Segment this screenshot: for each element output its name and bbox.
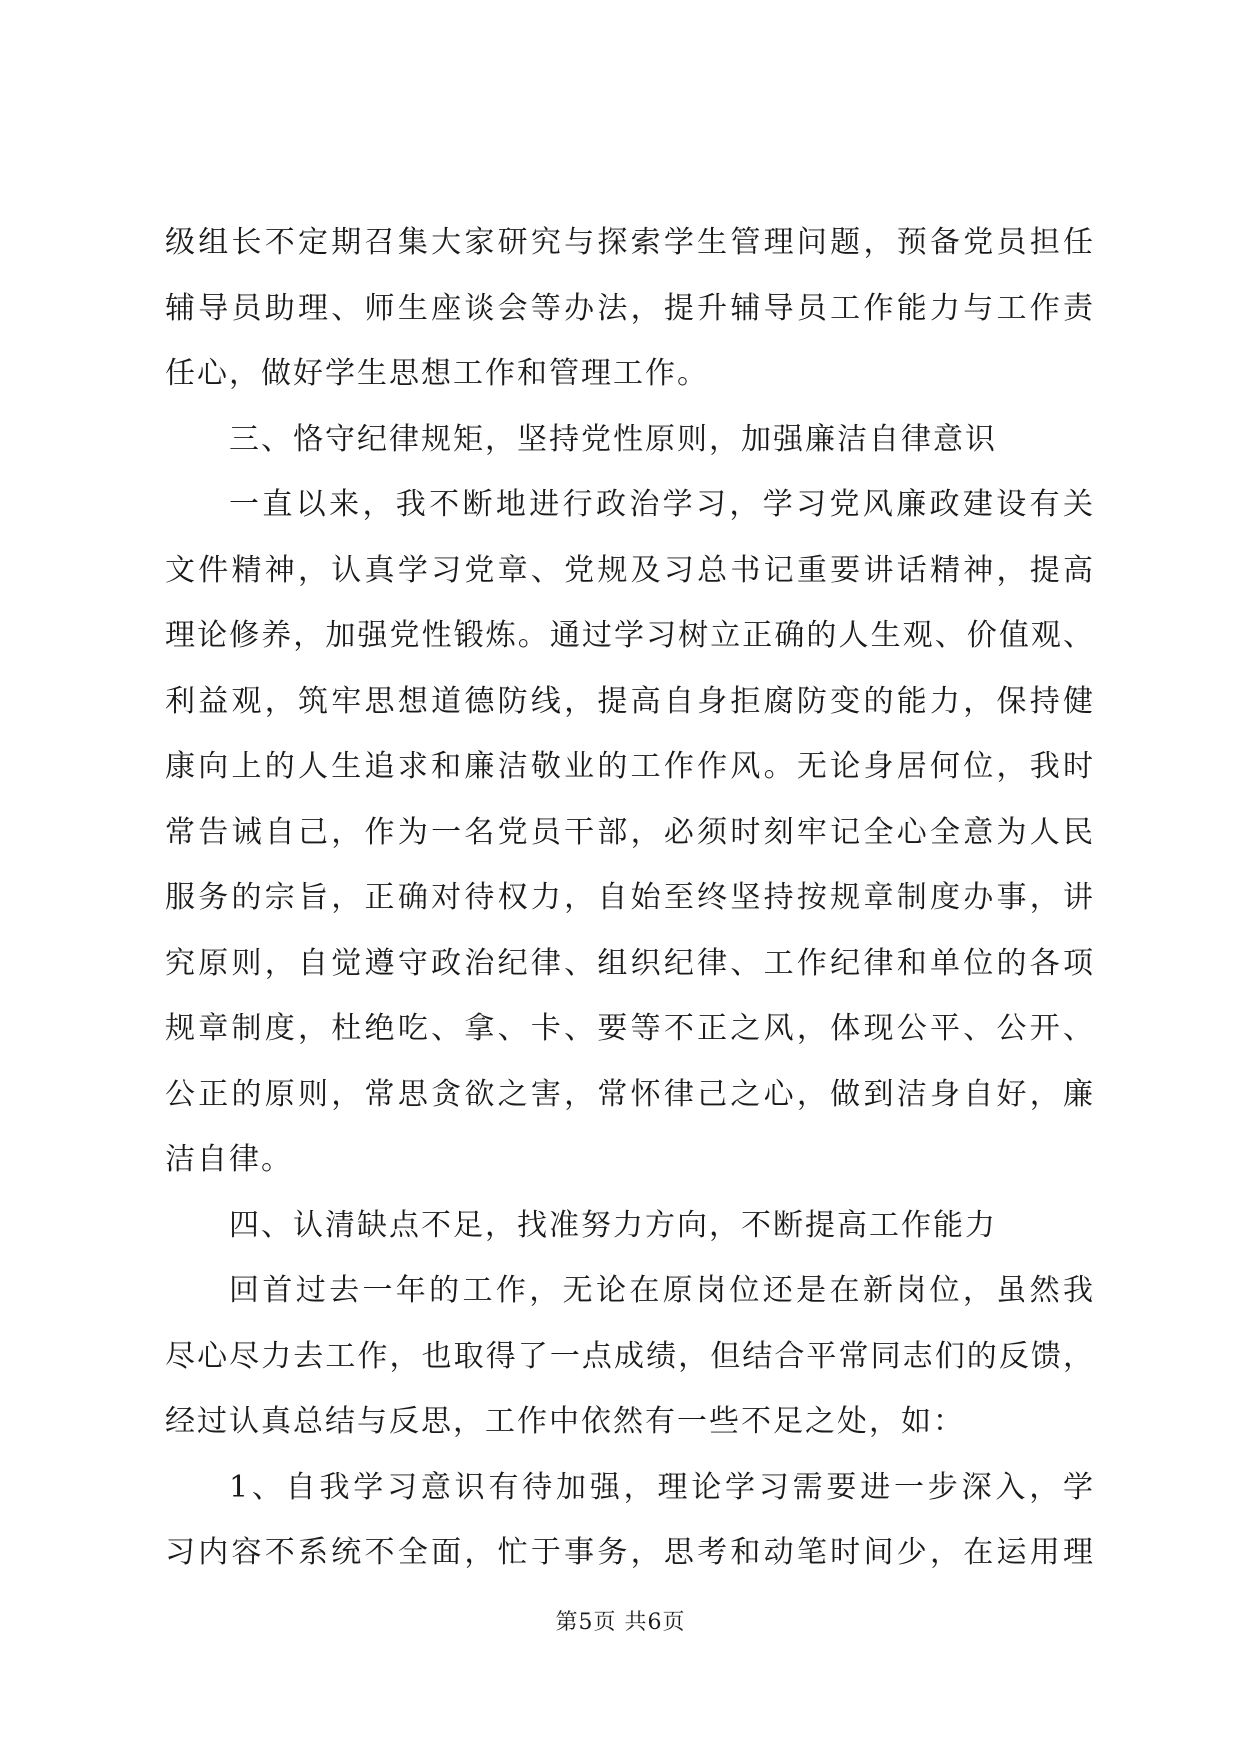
text-line: 经过认真总结与反思，工作中依然有一些不足之处，如： bbox=[165, 1404, 965, 1439]
text-line: 级组长不定期召集大家研究与探索学生管理问题，预备党员担任 bbox=[165, 225, 1095, 260]
page-number-footer: 第5页 共6页 bbox=[555, 1610, 686, 1635]
text-line: 1、自我学习意识有待加强，理论学习需要进一步深入，学 bbox=[229, 1469, 1095, 1505]
text-line: 任心，做好学生思想工作和管理工作。 bbox=[165, 356, 709, 391]
text-line: 习内容不系统不全面，忙于事务，思考和动笔时间少，在运用理 bbox=[165, 1535, 1095, 1570]
text-line: 回首过去一年的工作，无论在原岗位还是在新岗位，虽然我 bbox=[229, 1273, 1095, 1308]
text-line: 服务的宗旨，正确对待权力，自始至终坚持按规章制度办事，讲 bbox=[165, 880, 1095, 915]
text-line: 常告诫自己，作为一名党员干部，必须时刻牢记全心全意为人民 bbox=[165, 814, 1095, 850]
text-line: 规章制度，杜绝吃、拿、卡、要等不正之风，体现公平、公开、 bbox=[165, 1011, 1095, 1046]
text-line: 洁自律。 bbox=[165, 1142, 293, 1177]
text-line: 究原则，自觉遵守政治纪律、组织纪律、工作纪律和单位的各项 bbox=[165, 945, 1095, 981]
text-line: 理论修养，加强党性锻炼。通过学习树立正确的人生观、价值观、 bbox=[165, 618, 1095, 653]
section-heading-4: 四、认清缺点不足，找准努力方向，不断提高工作能力 bbox=[229, 1207, 997, 1243]
body-text bbox=[165, 210, 1095, 1586]
text-line: 一直以来，我不断地进行政治学习，学习党风廉政建设有关 bbox=[229, 487, 1095, 522]
text-line: 尽心尽力去工作，也取得了一点成绩，但结合平常同志们的反馈， bbox=[165, 1338, 1095, 1374]
text-line: 辅导员助理、师生座谈会等办法，提升辅导员工作能力与工作责 bbox=[165, 290, 1095, 326]
section-heading-3: 三、恪守纪律规矩，坚持党性原则，加强廉洁自律意识 bbox=[229, 421, 997, 457]
text-line: 康向上的人生追求和廉洁敬业的工作作风。无论身居何位，我时 bbox=[165, 749, 1095, 784]
text-line: 利益观，筑牢思想道德防线，提高自身拒腐防变的能力，保持健 bbox=[165, 683, 1095, 719]
text-line: 文件精神，认真学习党章、党规及习总书记重要讲话精神，提高 bbox=[165, 552, 1095, 588]
text-line: 公正的原则，常思贪欲之害，常怀律己之心，做到洁身自好，廉 bbox=[165, 1076, 1095, 1112]
